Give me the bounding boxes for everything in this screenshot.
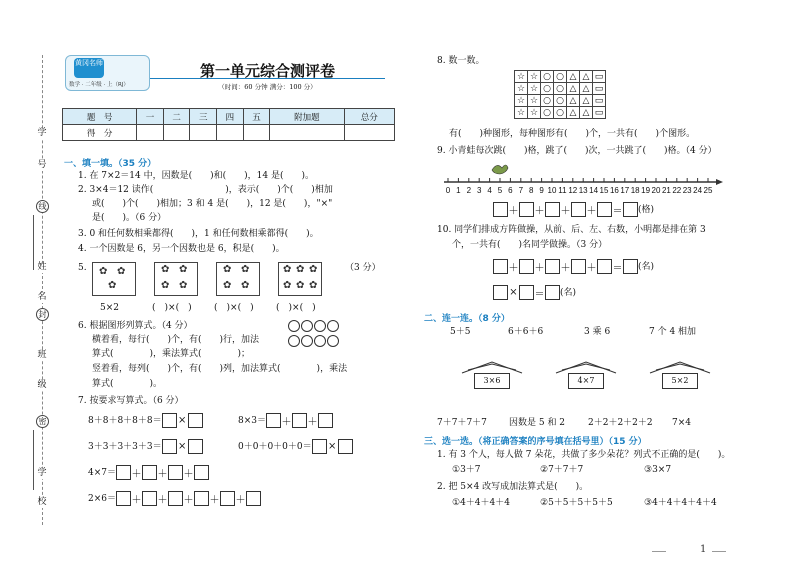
table-cell: 二 <box>163 109 190 125</box>
flower-icon: ✿ <box>283 280 292 291</box>
table-cell: 一 <box>137 109 164 125</box>
answer-box[interactable] <box>292 413 307 428</box>
triangle-icon: △ <box>567 83 580 95</box>
circle-icon: ○ <box>554 83 567 95</box>
equation-row: 2×6＝ ＋ ＋ ＋ ＋ ＋ <box>88 491 261 506</box>
equation-row: 0＋0＋0＋0＋0＝ × <box>238 439 353 454</box>
flower-box <box>154 262 198 296</box>
house-label: 5×2 <box>662 373 698 389</box>
page-number: 1 <box>700 544 707 555</box>
question-text: 有( )种图形，每种图形有( )个，一共有( )个图形。 <box>449 129 696 139</box>
circle-icon: ○ <box>541 71 554 83</box>
score-input-cell[interactable] <box>344 125 394 141</box>
score-input-cell[interactable] <box>243 125 270 141</box>
tick-label: 7 <box>518 186 524 195</box>
question-text: 算式( )。 <box>92 379 163 389</box>
rectangle-icon: ▭ <box>593 95 606 107</box>
tick-label: 2 <box>466 186 472 195</box>
flower-icon: ✿ <box>179 280 188 291</box>
answer-label: ( )×( ) <box>214 303 254 313</box>
seal-mark: 线 <box>36 200 49 213</box>
tick-label: 21 <box>661 186 671 195</box>
rectangle-icon: ▭ <box>593 71 606 83</box>
question-text: 竖着看，每列( )个，有( )列，加法算式( )，乘法 <box>92 364 348 374</box>
tick-label: 18 <box>630 186 640 195</box>
star-icon: ☆ <box>515 107 528 119</box>
answer-box[interactable] <box>519 259 534 274</box>
star-icon: ☆ <box>515 95 528 107</box>
logo-subtitle: 数学 · 二年级 · 上（RJ） <box>69 82 129 88</box>
tick-label: 24 <box>693 186 703 195</box>
sidebar-label: 学 <box>34 468 50 479</box>
question-text: 5. <box>78 263 87 273</box>
flower-icon: ✿ <box>309 264 318 275</box>
flower-icon: ✿ <box>161 264 170 275</box>
answer-box[interactable] <box>493 259 508 274</box>
tick-label: 9 <box>539 186 544 195</box>
section-heading: 三、选一选。（将正确答案的序号填在括号里）（15 分） <box>424 437 647 447</box>
flower-icon: ✿ <box>296 264 305 275</box>
table-cell: 题 号 <box>63 109 137 125</box>
equation-row: ＋ ＋ ＋ ＋ ＝ (名) <box>493 259 654 274</box>
answer-box[interactable] <box>168 491 183 506</box>
table-cell: 附加题 <box>270 109 344 125</box>
expression: 4×7＝ <box>88 468 116 478</box>
unit-label: (名) <box>560 288 577 298</box>
answer-box[interactable] <box>623 259 638 274</box>
score-table <box>62 108 395 141</box>
apple-icon <box>288 335 300 347</box>
match-item[interactable]: 6＋6＋6 <box>508 327 544 337</box>
logo-badge: 黄冈名师 <box>74 58 104 78</box>
number-line <box>440 160 730 200</box>
tick-label: 16 <box>609 186 619 195</box>
flower-icon: ✿ <box>223 280 232 291</box>
flower-icon: ✿ <box>309 280 318 291</box>
question-points: （3 分） <box>345 263 381 273</box>
question-text: 个，一共有( )名同学做操。（3 分） <box>452 240 608 250</box>
answer-box[interactable] <box>545 259 560 274</box>
answer-box[interactable] <box>142 465 157 480</box>
answer-box[interactable] <box>338 439 353 454</box>
expression: 8＋8＋8＋8＋8＝ <box>88 416 162 426</box>
star-icon: ☆ <box>528 71 541 83</box>
option-item[interactable]: ①3＋7 <box>452 465 481 475</box>
flower-icon: ✿ <box>241 280 250 291</box>
answer-box[interactable] <box>162 413 177 428</box>
apple-icon <box>301 335 313 347</box>
tick-label: 14 <box>589 186 599 195</box>
question-text: 8. 数一数。 <box>437 56 485 66</box>
answer-box[interactable] <box>545 285 560 300</box>
answer-box[interactable] <box>194 491 209 506</box>
house-label: 3×6 <box>474 373 510 389</box>
table-cell: 总分 <box>344 109 394 125</box>
tick-label: 3 <box>476 186 482 195</box>
match-item[interactable]: 7×4 <box>672 418 691 428</box>
answer-box[interactable] <box>168 465 183 480</box>
answer-box[interactable] <box>142 491 157 506</box>
table-cell: 三 <box>190 109 217 125</box>
star-icon: ☆ <box>515 83 528 95</box>
answer-box[interactable] <box>519 202 534 217</box>
score-input-cell[interactable] <box>137 125 164 141</box>
question-text: 算式( )，乘法算式( )； <box>92 349 251 359</box>
score-input-cell[interactable] <box>217 125 244 141</box>
match-item[interactable]: 3 乘 6 <box>584 327 611 337</box>
shape-grid <box>514 70 606 119</box>
answer-box[interactable] <box>623 202 638 217</box>
tick-label: 5 <box>497 186 503 195</box>
answer-box[interactable] <box>571 202 586 217</box>
section-heading: 一、填一填。（35 分） <box>64 159 157 169</box>
triangle-icon: △ <box>580 71 593 83</box>
unit-label: (格) <box>638 205 655 215</box>
triangle-icon: △ <box>567 71 580 83</box>
answer-box[interactable] <box>597 259 612 274</box>
question-text: 4. 一个因数是 6，另一个因数也是 6，积是( )。 <box>78 244 285 254</box>
circle-icon: ○ <box>554 71 567 83</box>
triangle-icon: △ <box>580 95 593 107</box>
score-table-header <box>63 109 395 125</box>
rectangle-icon: ▭ <box>593 83 606 95</box>
question-text: 或( )个( )相加；3 和 4 是( )，12 是( )，"×" <box>92 199 333 209</box>
star-icon: ☆ <box>528 83 541 95</box>
apple-icon <box>288 320 300 332</box>
circle-icon: ○ <box>554 107 567 119</box>
match-item[interactable]: 2＋2＋2＋2＋2 <box>588 418 653 428</box>
sidebar-label: 校 <box>34 497 50 508</box>
triangle-icon: △ <box>567 107 580 119</box>
tick-label: 0 <box>445 186 451 195</box>
question-text: 2. 把 5×4 改写成加法算式是( )。 <box>437 482 589 492</box>
house-card[interactable] <box>460 361 524 391</box>
flower-icon: ✿ <box>117 266 126 277</box>
expression: 2×6＝ <box>88 494 116 504</box>
expression: 0＋0＋0＋0＋0＝ <box>238 442 312 452</box>
flower-icon: ✿ <box>161 280 170 291</box>
flower-icon: ✿ <box>179 264 188 275</box>
equation-row: 8＋8＋8＋8＋8＝ × <box>88 413 203 428</box>
answer-box[interactable] <box>597 202 612 217</box>
table-cell: 五 <box>243 109 270 125</box>
circle-icon: ○ <box>541 95 554 107</box>
answer-box[interactable] <box>493 202 508 217</box>
sidebar-label: 级 <box>34 380 50 391</box>
score-input-cell[interactable] <box>270 125 344 141</box>
equation-row: 3＋3＋3＋3＋3＝ × <box>88 439 203 454</box>
triangle-icon: △ <box>567 95 580 107</box>
question-text: 9. 小青蛙每次跳( )格，跳了( )次，一共跳了( )格。（4 分） <box>437 146 717 156</box>
tick-label: 4 <box>487 186 492 195</box>
tick-label: 11 <box>558 186 567 195</box>
circle-icon: ○ <box>541 83 554 95</box>
table-cell: 四 <box>217 109 244 125</box>
tick-label: 23 <box>682 186 692 195</box>
rectangle-icon: ▭ <box>593 107 606 119</box>
brand-logo <box>65 55 150 91</box>
answer-box[interactable] <box>312 439 327 454</box>
sidebar-label: 学 <box>34 128 50 139</box>
frog-icon <box>492 165 508 174</box>
question-text: 10. 同学们排成方阵做操，从前、后、左、右数，小明都是排在第 3 <box>437 225 706 235</box>
apple-icon <box>314 320 326 332</box>
tick-label: 10 <box>547 186 557 195</box>
answer-box[interactable] <box>188 413 203 428</box>
tick-label: 17 <box>620 186 630 195</box>
question-text: 3. 0 和任何数相乘都得( )，1 和任何数相乘都得( )。 <box>78 229 319 239</box>
tick-label: 12 <box>568 186 578 195</box>
seal-mark: 密 <box>36 415 49 428</box>
flower-icon: ✿ <box>283 264 292 275</box>
score-input-cell[interactable] <box>163 125 190 141</box>
answer-box[interactable] <box>116 491 131 506</box>
question-text: 2. 3×4＝12 读作( )，表示( )个( )相加 <box>78 185 333 195</box>
option-item[interactable]: ②7＋7＋7 <box>540 465 584 475</box>
flower-icon: ✿ <box>223 264 232 275</box>
apple-icon <box>314 335 326 347</box>
match-item[interactable]: 5＋5 <box>450 327 471 337</box>
table-cell: 得 分 <box>63 125 137 141</box>
answer-label: ( )×( ) <box>152 303 192 313</box>
question-text: 横着看，每行( )个，有( )行，加法 <box>92 335 260 345</box>
binding-sidebar <box>0 0 60 586</box>
sidebar-label: 姓 <box>34 262 50 273</box>
triangle-icon: △ <box>580 107 593 119</box>
answer-label: ( )×( ) <box>276 303 316 313</box>
exam-meta: （时间：60 分钟 满分：100 分） <box>218 83 317 91</box>
answer-box[interactable] <box>493 285 508 300</box>
answer-box[interactable] <box>194 465 209 480</box>
apple-icon <box>327 335 339 347</box>
apple-icon <box>327 320 339 332</box>
apple-grid <box>288 320 348 350</box>
circle-icon: ○ <box>541 107 554 119</box>
flower-icon: ✿ <box>99 266 108 277</box>
tick-label: 13 <box>578 186 588 195</box>
tick-label: 20 <box>651 186 661 195</box>
question-text: 1. 在 7×2＝14 中，因数是( )和( )，14 是( )。 <box>78 171 314 181</box>
expression: 3＋3＋3＋3＋3＝ <box>88 442 162 452</box>
question-text: 6. 根据图形列算式。（4 分） <box>78 321 193 331</box>
tick-label: 6 <box>508 186 513 195</box>
answer-box[interactable] <box>188 439 203 454</box>
apple-icon <box>301 320 313 332</box>
answer-box[interactable] <box>519 285 534 300</box>
star-icon: ☆ <box>515 71 528 83</box>
answer-box[interactable] <box>246 491 261 506</box>
option-item[interactable]: ③3×7 <box>644 465 672 475</box>
sidebar-label: 班 <box>34 350 50 361</box>
tick-label: 25 <box>703 186 713 195</box>
tick-label: 22 <box>672 186 682 195</box>
house-card[interactable] <box>554 361 618 391</box>
tick-label: 8 <box>528 186 534 195</box>
answer-box[interactable] <box>318 413 333 428</box>
answer-box[interactable] <box>116 465 131 480</box>
equation-row: 8×3＝ ＋ ＋ <box>238 413 333 428</box>
sidebar-label: 号 <box>34 160 50 171</box>
star-icon: ☆ <box>528 107 541 119</box>
match-item[interactable]: 7＋7＋7＋7 <box>437 418 487 428</box>
tick-label: 1 <box>456 186 461 195</box>
star-icon: ☆ <box>528 95 541 107</box>
question-text: 1. 有 3 个人，每人做 7 朵花，共做了多少朵花？列式不正确的是( )。 <box>437 450 731 460</box>
equation-row: 4×7＝ ＋ ＋ ＋ <box>88 465 209 480</box>
option-item[interactable]: ①4＋4＋4＋4 <box>452 498 510 508</box>
answer-box[interactable] <box>162 439 177 454</box>
score-table-row <box>63 125 395 141</box>
answer-box[interactable] <box>220 491 235 506</box>
flower-box <box>216 262 260 296</box>
option-item[interactable]: ③4＋4＋4＋4＋4 <box>644 498 717 508</box>
answer-box[interactable] <box>266 413 281 428</box>
match-item[interactable]: 因数是 5 和 2 <box>509 418 566 428</box>
house-card[interactable] <box>648 361 712 391</box>
section-heading: 二、连一连。（8 分） <box>424 314 510 324</box>
option-item[interactable]: ②5＋5＋5＋5＋5 <box>540 498 613 508</box>
question-text: 是( )。（6 分） <box>92 213 167 223</box>
circle-icon: ○ <box>554 95 567 107</box>
triangle-icon: △ <box>580 83 593 95</box>
flower-icon: ✿ <box>108 280 117 291</box>
flower-box <box>92 262 136 296</box>
page-title: 第一单元综合测评卷 <box>199 62 335 80</box>
sidebar-label: 名 <box>34 292 50 303</box>
tick-label: 19 <box>641 186 651 195</box>
seal-mark: 封 <box>36 308 49 321</box>
flower-box <box>278 262 322 296</box>
house-label: 4×7 <box>568 373 604 389</box>
answer-box[interactable] <box>545 202 560 217</box>
flower-icon: ✿ <box>296 280 305 291</box>
match-item[interactable]: 7 个 4 相加 <box>649 327 697 337</box>
equation-row: ＋ ＋ ＋ ＋ ＝ (格) <box>493 202 654 217</box>
question-text: 7. 按要求写算式。（6 分） <box>78 396 184 406</box>
equation-row: × ＝ (名) <box>493 285 576 300</box>
cut-line <box>42 55 43 525</box>
answer-label: 5×2 <box>100 303 119 313</box>
answer-box[interactable] <box>571 259 586 274</box>
tick-label: 15 <box>599 186 609 195</box>
score-input-cell[interactable] <box>190 125 217 141</box>
unit-label: (名) <box>638 262 655 272</box>
flower-icon: ✿ <box>241 264 250 275</box>
expression: 8×3＝ <box>238 416 266 426</box>
